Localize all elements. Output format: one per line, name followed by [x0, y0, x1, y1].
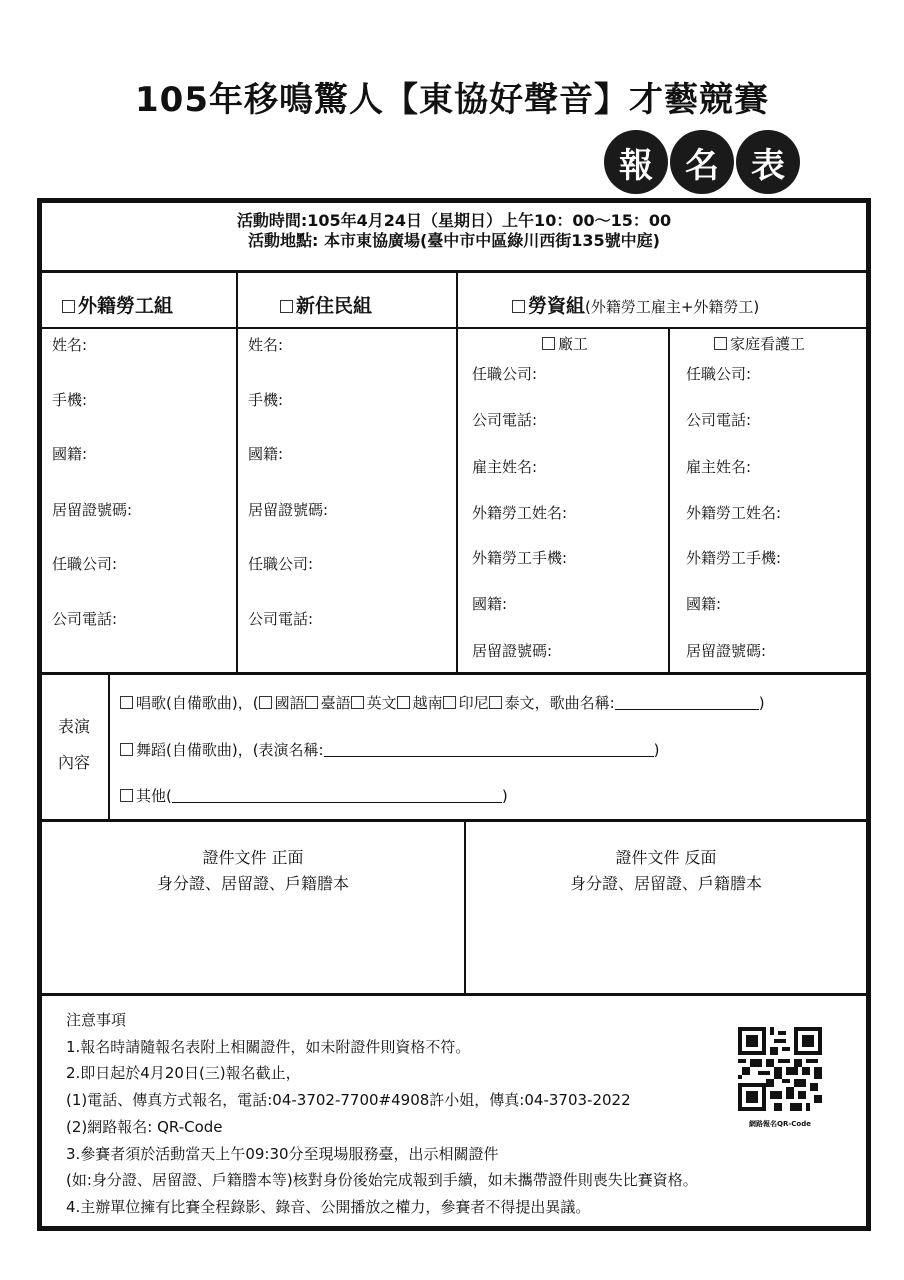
- event-place: 活動地點: 本市東協廣場(臺中市中區綠川西街135號中庭): [248, 231, 660, 250]
- doc-front-area[interactable]: 證件文件 正面 身分證、居留證、戶籍謄本: [156, 848, 349, 893]
- checkbox[interactable]: [120, 789, 133, 802]
- song-name-input[interactable]: [615, 695, 759, 710]
- checkbox[interactable]: [120, 696, 133, 709]
- field-name[interactable]: 姓名:: [248, 336, 284, 354]
- field-worker-name[interactable]: 外籍勞工姓名:: [472, 504, 568, 522]
- note-line: (1)電話、傳真方式報名，電話:04-3702-7700#4908許小姐，傳真:04-3703-2022: [66, 1091, 631, 1109]
- field-residence-id[interactable]: 居留證號碼:: [472, 642, 553, 660]
- registration-form: [37, 198, 871, 1231]
- field-phone[interactable]: 手機:: [52, 391, 88, 409]
- field-company-phone[interactable]: 公司電話:: [52, 610, 118, 628]
- column-divider: [236, 270, 238, 672]
- field-company[interactable]: 任職公司:: [472, 365, 538, 383]
- performance-name-input[interactable]: [324, 742, 654, 757]
- note-line: 2.即日起於4月20日(三)報名截止，: [66, 1064, 301, 1082]
- checkbox[interactable]: [397, 696, 410, 709]
- performance-label: 表演 內容: [58, 717, 91, 772]
- page-title: 105年移鳴驚人【東協好聲音】才藝競賽: [135, 80, 769, 120]
- qr-caption: 網路報名QR-Code: [749, 1120, 811, 1128]
- checkbox[interactable]: [351, 696, 364, 709]
- checkbox[interactable]: [443, 696, 456, 709]
- checkbox[interactable]: [259, 696, 272, 709]
- doc-back-area[interactable]: 證件文件 反面 身分證、居留證、戶籍謄本: [569, 848, 762, 893]
- field-worker-phone[interactable]: 外籍勞工手機:: [472, 549, 568, 567]
- checkbox[interactable]: [714, 337, 727, 350]
- field-company[interactable]: 任職公司:: [52, 555, 118, 573]
- notes-heading: 注意事項: [66, 1011, 127, 1029]
- other-input[interactable]: [172, 788, 502, 803]
- form-badge: [604, 130, 804, 196]
- badge-char: 名: [670, 130, 734, 194]
- divider: [42, 672, 866, 675]
- field-company[interactable]: 任職公司:: [248, 555, 314, 573]
- event-info: [42, 211, 866, 251]
- group-labor-management[interactable]: 勞資組(外籍勞工雇主+外籍勞工): [512, 291, 759, 318]
- field-phone[interactable]: 手機:: [248, 391, 284, 409]
- checkbox[interactable]: [305, 696, 318, 709]
- event-time: 活動時間:105年4月24日（星期日）上午10：00～15：00: [236, 211, 672, 230]
- field-company-phone[interactable]: 公司電話:: [686, 411, 752, 429]
- note-line: (2)網路報名: QR-Code: [66, 1118, 223, 1136]
- perf-option-dance[interactable]: 舞蹈(自備歌曲)，(表演名稱: ): [120, 739, 659, 760]
- divider: [42, 270, 866, 273]
- field-employer-name[interactable]: 雇主姓名:: [472, 458, 538, 476]
- divider: [42, 819, 866, 822]
- group-new-residents[interactable]: 新住民組: [280, 291, 372, 318]
- field-nationality[interactable]: 國籍:: [52, 445, 88, 463]
- checkbox[interactable]: [120, 743, 133, 756]
- field-nationality[interactable]: 國籍:: [248, 445, 284, 463]
- field-employer-name[interactable]: 雇主姓名:: [686, 458, 752, 476]
- qr-code-icon[interactable]: [738, 1027, 822, 1111]
- column-divider: [668, 327, 670, 672]
- field-company[interactable]: 任職公司:: [686, 365, 752, 383]
- checkbox[interactable]: [280, 300, 293, 313]
- field-nationality[interactable]: 國籍:: [472, 595, 508, 613]
- note-line: 3.參賽者須於活動當天上午09:30分至現場服務臺，出示相關證件: [66, 1145, 499, 1163]
- checkbox[interactable]: [512, 300, 525, 313]
- group-foreign-workers[interactable]: 外籍勞工組: [62, 291, 173, 318]
- note-line: 1.報名時請隨報名表附上相關證件，如未附證件則資格不符。: [66, 1038, 471, 1056]
- note-line: 4.主辦單位擁有比賽全程錄影、錄音、公開播放之權力，參賽者不得提出異議。: [66, 1198, 591, 1216]
- badge-char: 表: [736, 130, 800, 194]
- field-residence-id[interactable]: 居留證號碼:: [52, 501, 133, 519]
- field-company-phone[interactable]: 公司電話:: [472, 411, 538, 429]
- checkbox[interactable]: [62, 300, 75, 313]
- field-residence-id[interactable]: 居留證號碼:: [248, 501, 329, 519]
- field-worker-phone[interactable]: 外籍勞工手機:: [686, 549, 782, 567]
- field-worker-name[interactable]: 外籍勞工姓名:: [686, 504, 782, 522]
- note-line: (如:身分證、居留證、戶籍謄本等)核對身份後始完成報到手續，如未攜帶證件則喪失比賽資格。: [66, 1171, 698, 1189]
- field-residence-id[interactable]: 居留證號碼:: [686, 642, 767, 660]
- column-divider: [108, 672, 110, 819]
- checkbox[interactable]: [542, 337, 555, 350]
- checkbox[interactable]: [489, 696, 502, 709]
- column-divider: [456, 270, 458, 672]
- badge-char: 報: [604, 130, 668, 194]
- field-company-phone[interactable]: 公司電話:: [248, 610, 314, 628]
- subgroup-home-caregiver[interactable]: 家庭看護工: [714, 333, 805, 354]
- field-nationality[interactable]: 國籍:: [686, 595, 722, 613]
- divider: [42, 327, 866, 329]
- perf-option-singing[interactable]: 唱歌(自備歌曲)，( 國語 臺語 英文 越南 印尼 泰文，歌曲名稱: ): [120, 692, 765, 713]
- subgroup-factory-worker[interactable]: 廠工: [542, 333, 588, 354]
- field-name[interactable]: 姓名:: [52, 336, 88, 354]
- perf-option-other[interactable]: 其他( ): [120, 785, 508, 806]
- divider: [42, 993, 866, 996]
